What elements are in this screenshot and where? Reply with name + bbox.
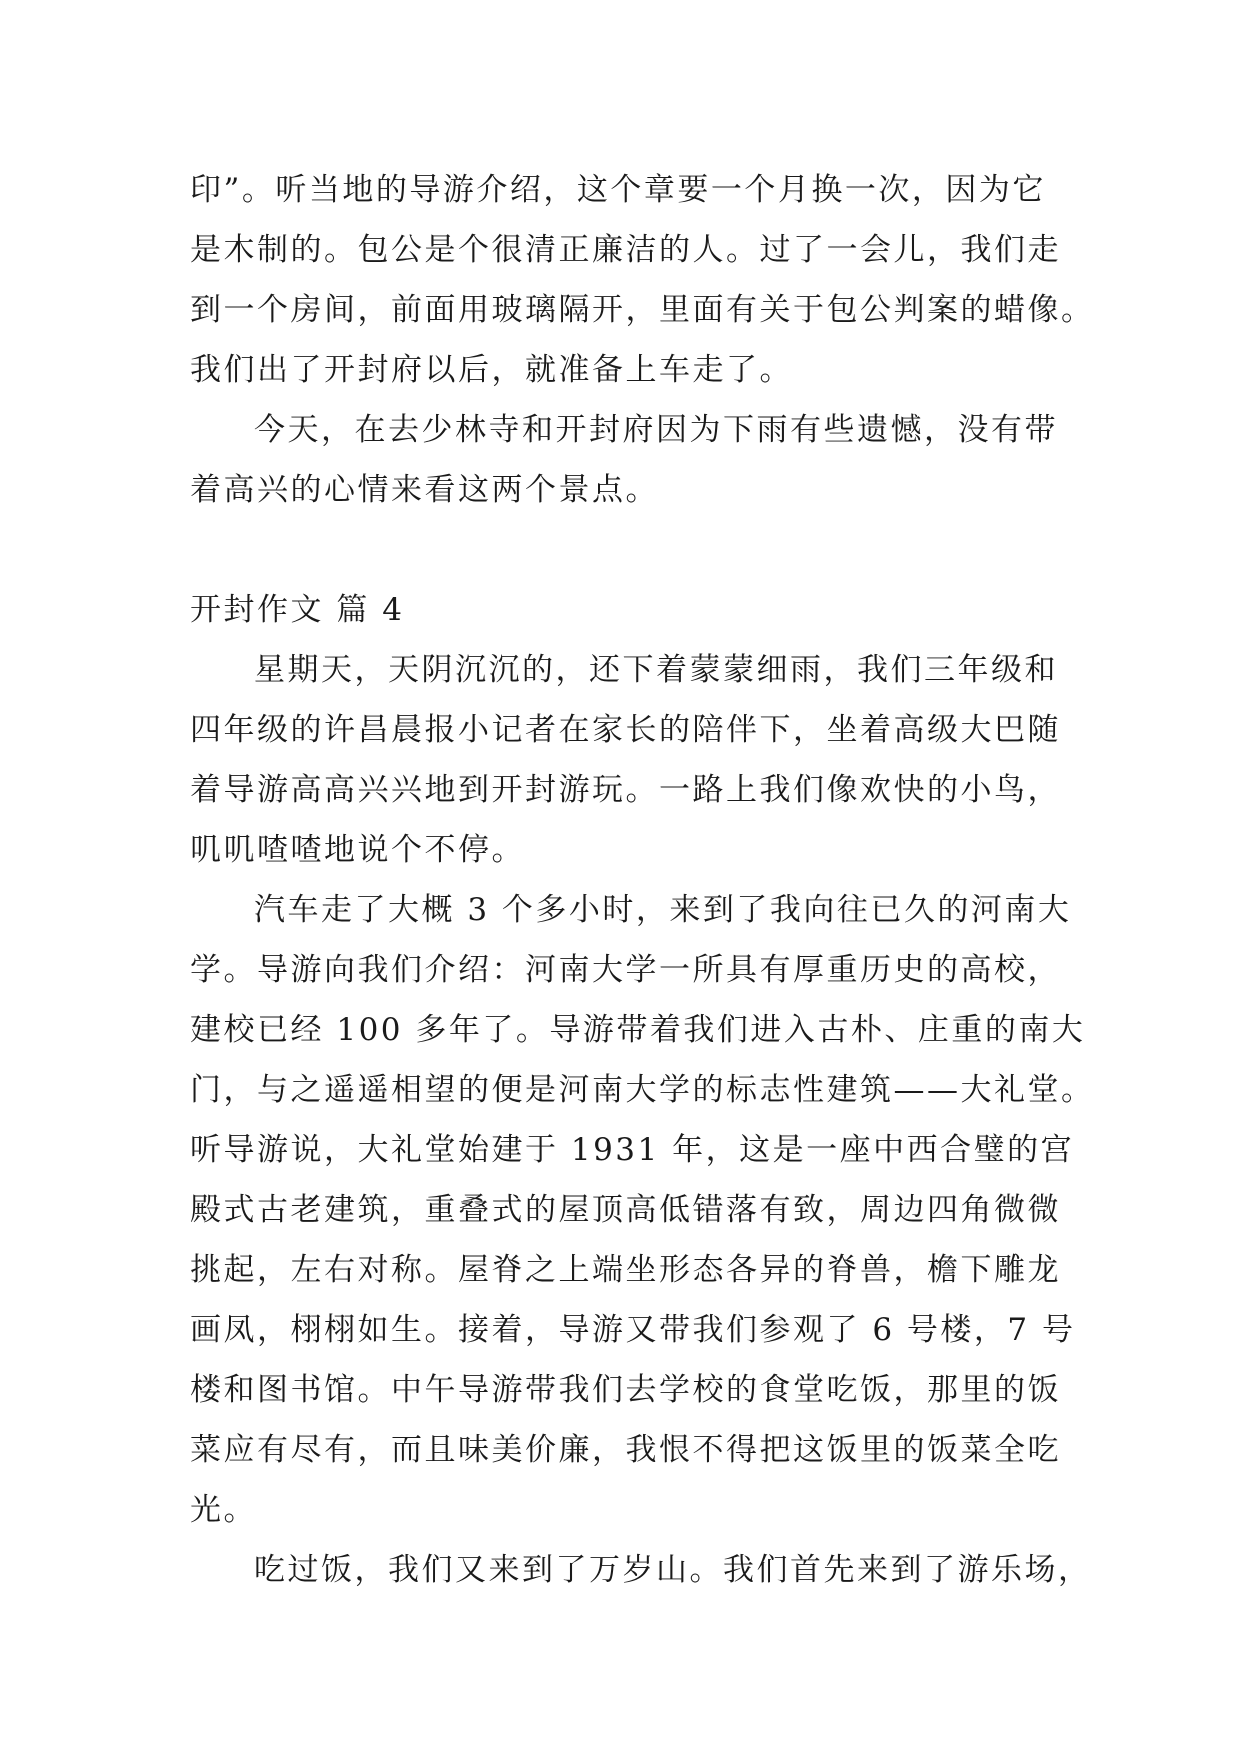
- text-line: 菜应有尽有，而且味美价廉，我恨不得把这饭里的饭菜全吃: [190, 1432, 1061, 1468]
- text-line: 着导游高高兴兴地到开封游玩。一路上我们像欢快的小鸟，: [190, 772, 1061, 808]
- text-line: 是木制的。包公是个很清正廉洁的人。过了一会儿，我们走: [190, 232, 1061, 268]
- text-line: 建校已经 100 多年了。导游带着我们进入古朴、庄重的南大: [190, 1012, 1086, 1048]
- text-line: 今天，在去少林寺和开封府因为下雨有些遗憾，没有带: [254, 412, 1058, 448]
- text-line: 我们出了开封府以后，就准备上车走了。: [190, 352, 793, 388]
- text-line: 叽叽喳喳地说个不停。: [190, 832, 525, 868]
- text-line: 着高兴的心情来看这两个景点。: [190, 472, 659, 508]
- text-line: 光。: [190, 1492, 257, 1528]
- text-line: 楼和图书馆。中午导游带我们去学校的食堂吃饭，那里的饭: [190, 1372, 1061, 1408]
- text-line: 吃过饭，我们又来到了万岁山。我们首先来到了游乐场，: [254, 1552, 1092, 1588]
- document-body: [190, 160, 1095, 1600]
- text-line: 听导游说，大礼堂始建于 1931 年，这是一座中西合璧的宫: [190, 1132, 1075, 1168]
- text-line: 汽车走了大概 3 个多小时，来到了我向往已久的河南大: [254, 892, 1072, 928]
- text-line: 四年级的许昌晨报小记者在家长的陪伴下，坐着高级大巴随: [190, 712, 1061, 748]
- paragraph-gap: [190, 520, 1060, 580]
- text-line: 画凤，栩栩如生。接着，导游又带我们参观了 6 号楼，7 号: [190, 1312, 1076, 1348]
- text-line: 学。导游向我们介绍：河南大学一所具有厚重历史的高校，: [190, 952, 1061, 988]
- text-line: 到一个房间，前面用玻璃隔开，里面有关于包公判案的蜡像。: [190, 292, 1095, 328]
- section-heading: 开封作文 篇 4: [190, 592, 405, 628]
- text-line: 殿式古老建筑，重叠式的屋顶高低错落有致，周边四角微微: [190, 1192, 1061, 1228]
- text-line: 星期天，天阴沉沉的，还下着蒙蒙细雨，我们三年级和: [254, 652, 1058, 688]
- text-line: 印”。听当地的导游介绍，这个章要一个月换一次，因为它: [190, 172, 1046, 208]
- text-line: 门，与之遥遥相望的便是河南大学的标志性建筑——大礼堂。: [190, 1072, 1095, 1108]
- text-line: 挑起，左右对称。屋脊之上端坐形态各异的脊兽，檐下雕龙: [190, 1252, 1061, 1288]
